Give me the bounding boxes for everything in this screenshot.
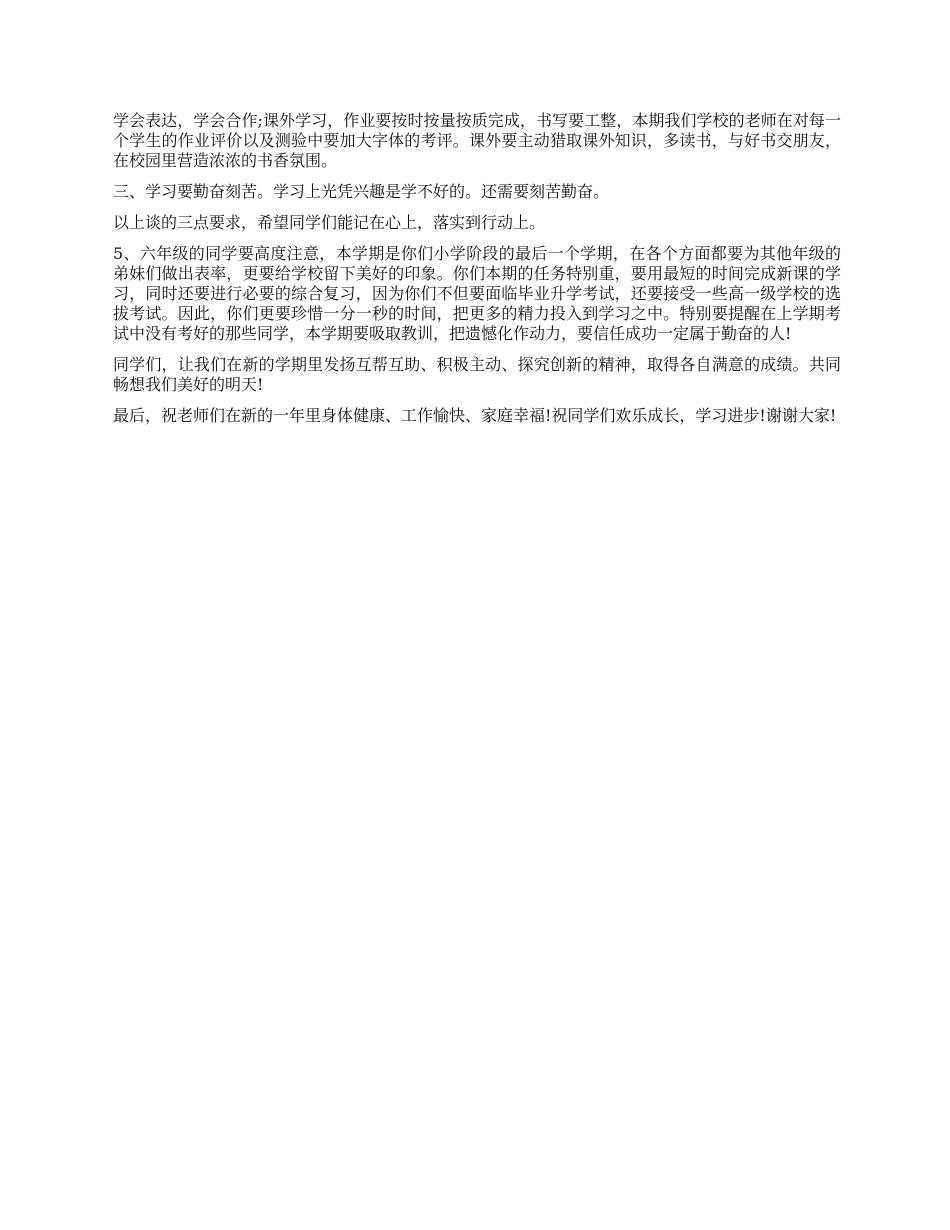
document-body [113, 111, 841, 437]
paragraph-three-requirements: 以上谈的三点要求，希望同学们能记在心上，落实到行动上。 [113, 213, 546, 232]
paragraph-closing: 最后，祝老师们在新的一年里身体健康、工作愉快、家庭幸福!祝同学们欢乐成长，学习进步!谢谢大家! [113, 406, 837, 425]
paragraph-sixth-grade: 5、六年级的同学要高度注意，本学期是你们小学阶段的最后一个学期，在各个方面都要为其他年级的弟妹们做出表率，更要给学校留下美好的印象。你们本期的任务特别重，要用最短的时间完成新课的学习，同时还要进行必要的综合复习，因为你们不但要面临毕业升学考试，还要接受一些高一级学校的选拔考试。因此，你们更要珍惜一分一秒的时间，把更多的精力投入到学习之中。特别要提醒在上学期考试中没有考好的那些同学，本学期要吸取教训，把遗憾化作动力，要信任成功一定属于勤奋的人! [113, 244, 841, 343]
paragraph-new-semester: 同学们，让我们在新的学期里发扬互帮互助、积极主动、探究创新的精神，取得各自满意的成绩。共同畅想我们美好的明天! [113, 355, 841, 394]
paragraph-study-habits: 学会表达，学会合作;课外学习，作业要按时按量按质完成，书写要工整，本期我们学校的老师在对每一个学生的作业评价以及测验中要加大字体的考评。课外要主动猎取课外知识，多读书，与好书交朋友，在校园里营造浓浓的书香氛围。 [113, 111, 841, 170]
paragraph-diligence: 三、学习要勤奋刻苦。学习上光凭兴趣是学不好的。还需要刻苦勤奋。 [113, 182, 610, 201]
